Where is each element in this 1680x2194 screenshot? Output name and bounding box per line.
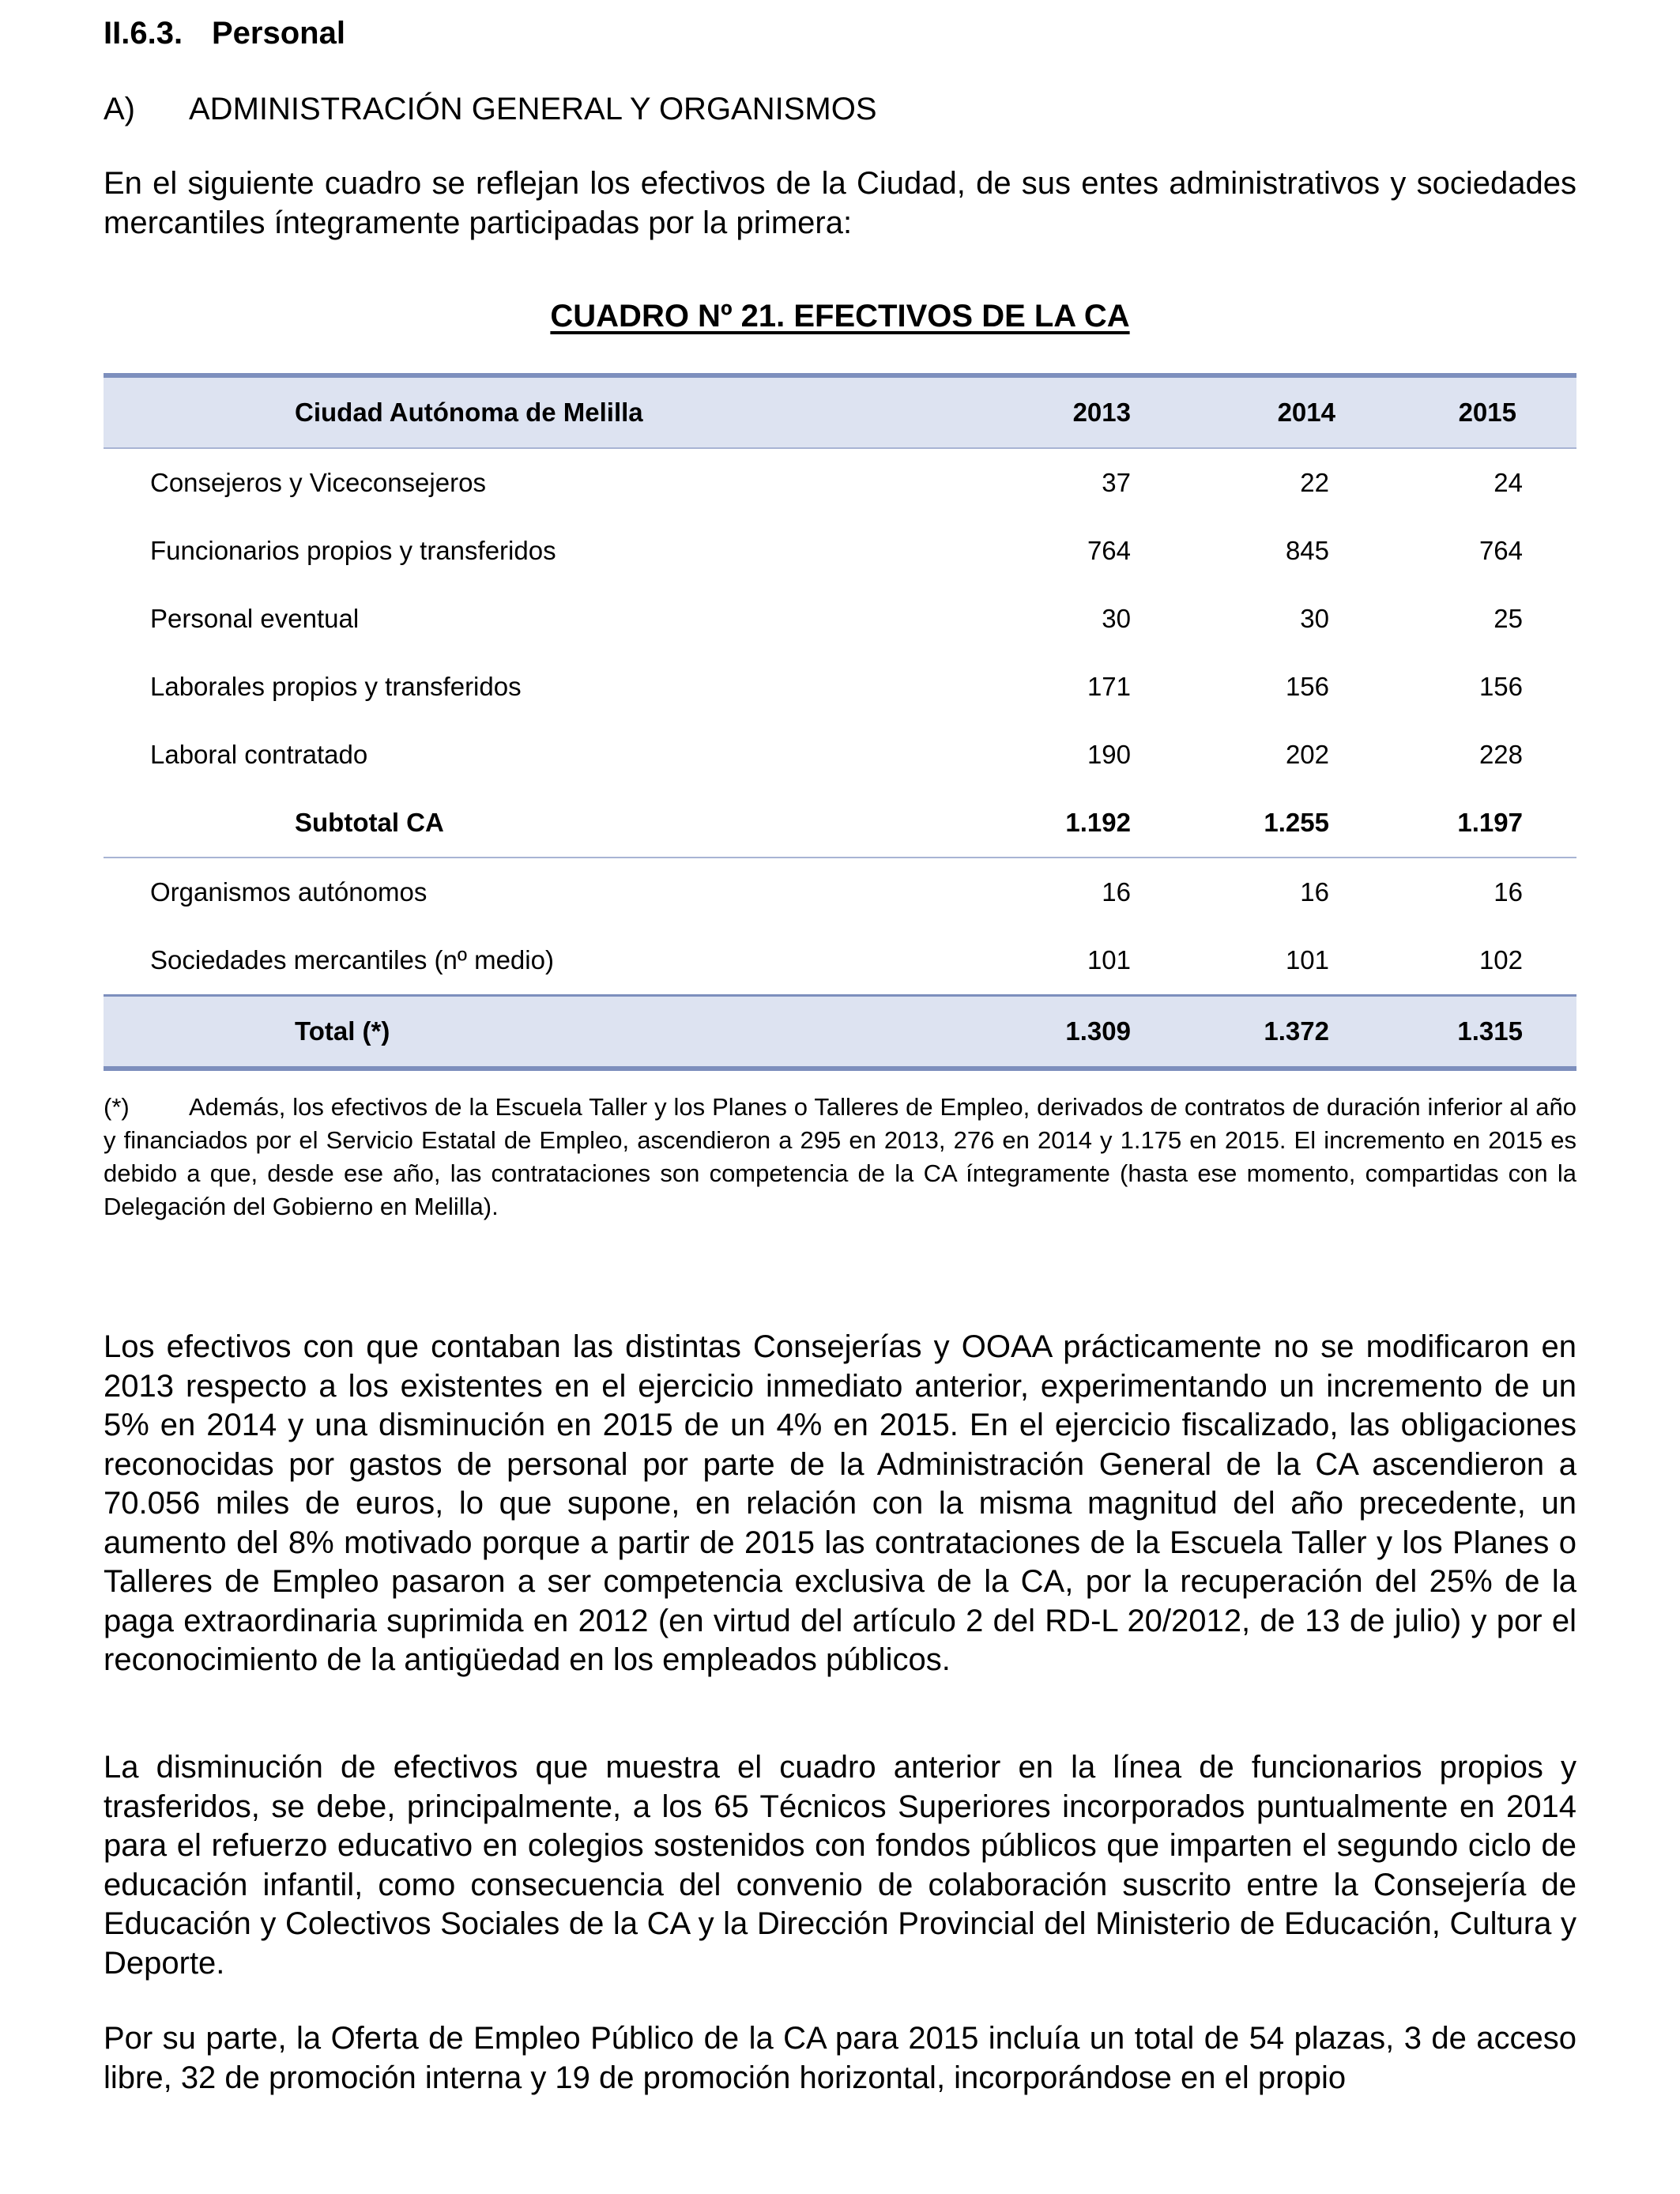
row-2014: 202	[1285, 740, 1329, 769]
table-footnote	[104, 1091, 1576, 1223]
row-2014: 156	[1285, 672, 1329, 701]
subtotal-2013: 1.192	[1065, 808, 1131, 837]
row-2015: 764	[1478, 536, 1523, 565]
section-number: II.6.3.	[104, 16, 183, 51]
table-row	[104, 858, 1576, 926]
row-2015: 102	[1478, 945, 1523, 974]
row-2014: 845	[1285, 536, 1329, 565]
table-row	[104, 449, 1576, 517]
row-2013: 37	[1102, 468, 1131, 497]
header-2015: 2015	[1458, 398, 1516, 427]
table-row	[104, 721, 1576, 789]
row-2013: 101	[1087, 945, 1131, 974]
header-label: Ciudad Autónoma de Melilla	[295, 398, 643, 427]
row-2013: 190	[1087, 740, 1131, 769]
table-row	[104, 653, 1576, 721]
subtotal-label: Subtotal CA	[295, 808, 444, 837]
staff-table	[104, 373, 1576, 1071]
table-bottom-rule	[104, 1066, 1576, 1071]
row-2014: 30	[1300, 604, 1329, 633]
row-label: Organismos autónomos	[150, 877, 428, 907]
row-2014: 22	[1300, 468, 1329, 497]
intro-paragraph: En el siguiente cuadro se reflejan los efectivos de la Ciudad, de sus entes administrativos y sociedades mercantiles íntegramente participadas por la primera:	[104, 166, 1576, 240]
row-2013: 30	[1102, 604, 1131, 633]
table-row	[104, 585, 1576, 653]
subsection-title: ADMINISTRACIÓN GENERAL Y ORGANISMOS	[189, 92, 877, 126]
table-header-row	[104, 378, 1576, 447]
row-label: Consejeros y Viceconsejeros	[150, 468, 486, 497]
footnote-mark: (*)	[104, 1093, 130, 1121]
subsection-letter: A)	[104, 92, 135, 126]
row-2013: 171	[1087, 672, 1131, 701]
row-label: Funcionarios propios y transferidos	[150, 536, 556, 565]
row-2014: 101	[1285, 945, 1329, 974]
row-label: Personal eventual	[150, 604, 360, 633]
row-2015: 228	[1478, 740, 1523, 769]
row-label: Laboral contratado	[150, 740, 368, 769]
row-2015: 25	[1494, 604, 1523, 633]
row-label: Laborales propios y transferidos	[150, 672, 522, 701]
row-2013: 16	[1102, 877, 1131, 907]
section-heading	[104, 16, 345, 51]
total-2013: 1.309	[1065, 1016, 1131, 1046]
row-label: Sociedades mercantiles (nº medio)	[150, 945, 554, 974]
table-title: CUADRO Nº 21. EFECTIVOS DE LA CA	[550, 299, 1130, 334]
subsection-heading	[104, 92, 877, 127]
row-2015: 156	[1478, 672, 1523, 701]
row-2014: 16	[1300, 877, 1329, 907]
total-label: Total (*)	[295, 1016, 390, 1046]
total-2014: 1.372	[1264, 1016, 1329, 1046]
body-paragraph: Por su parte, la Oferta de Empleo Público de la CA para 2015 incluía un total de 54 plazas, 3 de acceso libre, 32 de promoción interna y 19 de promoción horizontal, incorporándose en el propio	[104, 2021, 1576, 2095]
row-2013: 764	[1087, 536, 1131, 565]
total-row	[104, 997, 1576, 1066]
subtotal-2014: 1.255	[1264, 808, 1329, 837]
row-2015: 16	[1494, 877, 1523, 907]
table-row	[104, 517, 1576, 585]
subtotal-2015: 1.197	[1457, 808, 1523, 837]
total-2015: 1.315	[1457, 1016, 1523, 1046]
body-paragraph: Los efectivos con que contaban las distintas Consejerías y OOAA prácticamente no se modificaron en 2013 respecto a los existentes en el ejercicio inmediato anterior, experimentando un incremento de un 5% en 2014 y una disminución en 2015 de un 4% en 2015. En el ejercicio fiscalizado, las obligaciones reconocidas por gastos de personal por parte de la Administración General de la CA ascendieron a 70.056 miles de euros, lo que supone, en relación con la misma magnitud del año precedente, un aumento del 8% motivado porque a partir de 2015 las contrataciones de la Escuela Taller y los Planes o Talleres de Empleo pasaron a ser competencia exclusiva de la CA, por la recuperación del 25% de la paga extraordinaria suprimida en 2012 (en virtud del artículo 2 del RD-L 20/2012, de 13 de julio) y por el reconocimiento de la antigüedad en los empleados públicos.	[104, 1329, 1576, 1677]
section-title: Personal	[212, 16, 345, 51]
header-2014: 2014	[1277, 398, 1335, 427]
footnote-text: Además, los efectivos de la Escuela Taller y los Planes o Talleres de Empleo, derivados de contratos de duración inferior al año y financiados por el Servicio Estatal de Empleo, ascendieron a 295 en 2013, 276 en 2014 y 1.175 en 2015. El incremento en 2015 es debido a que, desde ese año, las contrataciones son competencia de la CA íntegramente (hasta ese momento, compartidas con la Delegación del Gobierno en Melilla).	[104, 1093, 1576, 1220]
row-2015: 24	[1494, 468, 1523, 497]
header-2013: 2013	[1072, 398, 1131, 427]
body-paragraph: La disminución de efectivos que muestra el cuadro anterior en la línea de funcionarios propios y trasferidos, se debe, principalmente, a los 65 Técnicos Superiores incorporados puntualmente en 2014 para el refuerzo educativo en colegios sostenidos con fondos públicos que imparten el segundo ciclo de educación infantil, como consecuencia del convenio de colaboración suscrito entre la Consejería de Educación y Colectivos Sociales de la CA y la Dirección Provincial del Ministerio de Educación, Cultura y Deporte.	[104, 1750, 1576, 1981]
subtotal-row	[104, 789, 1576, 857]
table-row	[104, 926, 1576, 994]
